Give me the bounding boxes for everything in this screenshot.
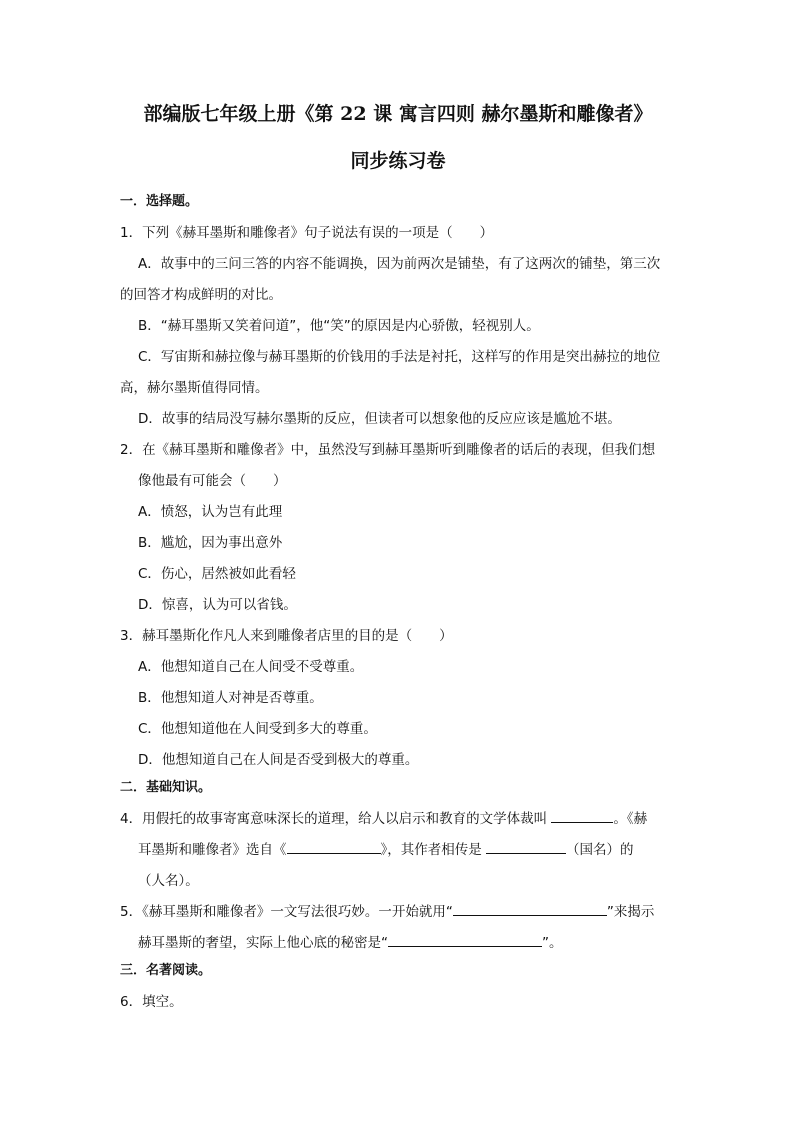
question-text: ”来揭示 — [606, 904, 655, 920]
question-1-option-c — [120, 346, 676, 399]
question-1-stem: 1．下列《赫耳墨斯和雕像者》句子说法有误的一项是（ ） — [120, 225, 494, 241]
question-text: 耳墨斯和雕像者》选自《 — [138, 842, 287, 858]
question-2-option-b: B．尴尬，因为事出意外 — [138, 535, 283, 551]
document-title-line1: 部编版七年级上册《第 22 课 寓言四则 赫尔墨斯和雕像者》 — [143, 103, 653, 125]
question-line — [120, 839, 676, 861]
question-text: 赫耳墨斯的奢望，实际上他心底的秘密是“ — [138, 935, 388, 951]
question-text: 。《赫 — [613, 811, 648, 827]
question-2-option-d: D．惊喜，认为可以省钱。 — [138, 597, 297, 613]
question-text: 4．用假托的故事寄寓意味深长的道理，给人以启示和教育的文学体裁叫 — [120, 811, 552, 827]
section-heading-reading: 三．名著阅读。 — [120, 963, 212, 978]
question-text: 》，其作者相传是 — [380, 842, 487, 858]
question-text: 5．《赫耳墨斯和雕像者》一文写法很巧妙。一开始就用“ — [120, 904, 453, 920]
question-6-stem: 6．填空。 — [120, 994, 183, 1010]
option-text: A．故事中的三问三答的内容不能调换，因为前两次是铺垫，有了这两次的铺垫，第三次 — [138, 256, 661, 272]
question-3-option-c: C．他想知道他在人间受到多大的尊重。 — [138, 721, 377, 737]
question-5 — [120, 901, 676, 954]
question-2-option-a: A．愤怒，认为岂有此理 — [138, 504, 283, 520]
question-stem-line: 2．在《赫耳墨斯和雕像者》中，虽然没写到赫耳墨斯听到雕像者的话后的表现，但我们想 — [120, 442, 656, 458]
question-2-stem — [120, 439, 676, 492]
answer-blank[interactable] — [486, 839, 566, 854]
question-3-option-b: B．他想知道人对神是否尊重。 — [138, 690, 323, 706]
question-3-option-d: D．他想知道自己在人间是否受到极大的尊重。 — [138, 752, 419, 768]
question-text: ”。 — [542, 935, 563, 951]
option-text: C．写宙斯和赫拉像与赫耳墨斯的价钱用的手法是衬托，这样写的作用是突出赫拉的地位 — [138, 349, 661, 365]
answer-blank[interactable] — [287, 839, 381, 854]
question-line — [120, 932, 676, 954]
question-line: （人名）。 — [138, 873, 199, 889]
question-line — [120, 901, 676, 923]
question-2-option-c: C．伤心，居然被如此看轻 — [138, 566, 296, 582]
answer-blank[interactable] — [551, 808, 613, 823]
question-line — [120, 808, 676, 830]
option-text-continued: 的回答才构成鲜明的对比。 — [120, 287, 282, 303]
question-1-option-d: D．故事的结局没写赫尔墨斯的反应，但读者可以想象他的反应应该是尴尬不堪。 — [138, 411, 621, 427]
option-text-continued: 高，赫尔墨斯值得同情。 — [120, 380, 269, 396]
document-title-line2: 同步练习卷 — [350, 150, 446, 172]
question-3-stem: 3．赫耳墨斯化作凡人来到雕像者店里的目的是（ ） — [120, 628, 453, 644]
question-3-option-a: A．他想知道自己在人间受不受尊重。 — [138, 659, 364, 675]
section-heading-basics: 二．基础知识。 — [120, 780, 212, 795]
answer-blank[interactable] — [388, 932, 542, 947]
question-stem-line: 像他最有可能会（ ） — [138, 473, 287, 489]
section-heading-choice: 一．选择题。 — [120, 194, 199, 209]
question-text: （国名）的 — [566, 842, 634, 858]
question-1-option-a — [120, 253, 676, 306]
question-4 — [120, 808, 676, 892]
question-1-option-b: B．“赫耳墨斯又笑着问道”，他“笑”的原因是内心骄傲，轻视别人。 — [138, 318, 540, 334]
answer-blank[interactable] — [453, 901, 607, 916]
